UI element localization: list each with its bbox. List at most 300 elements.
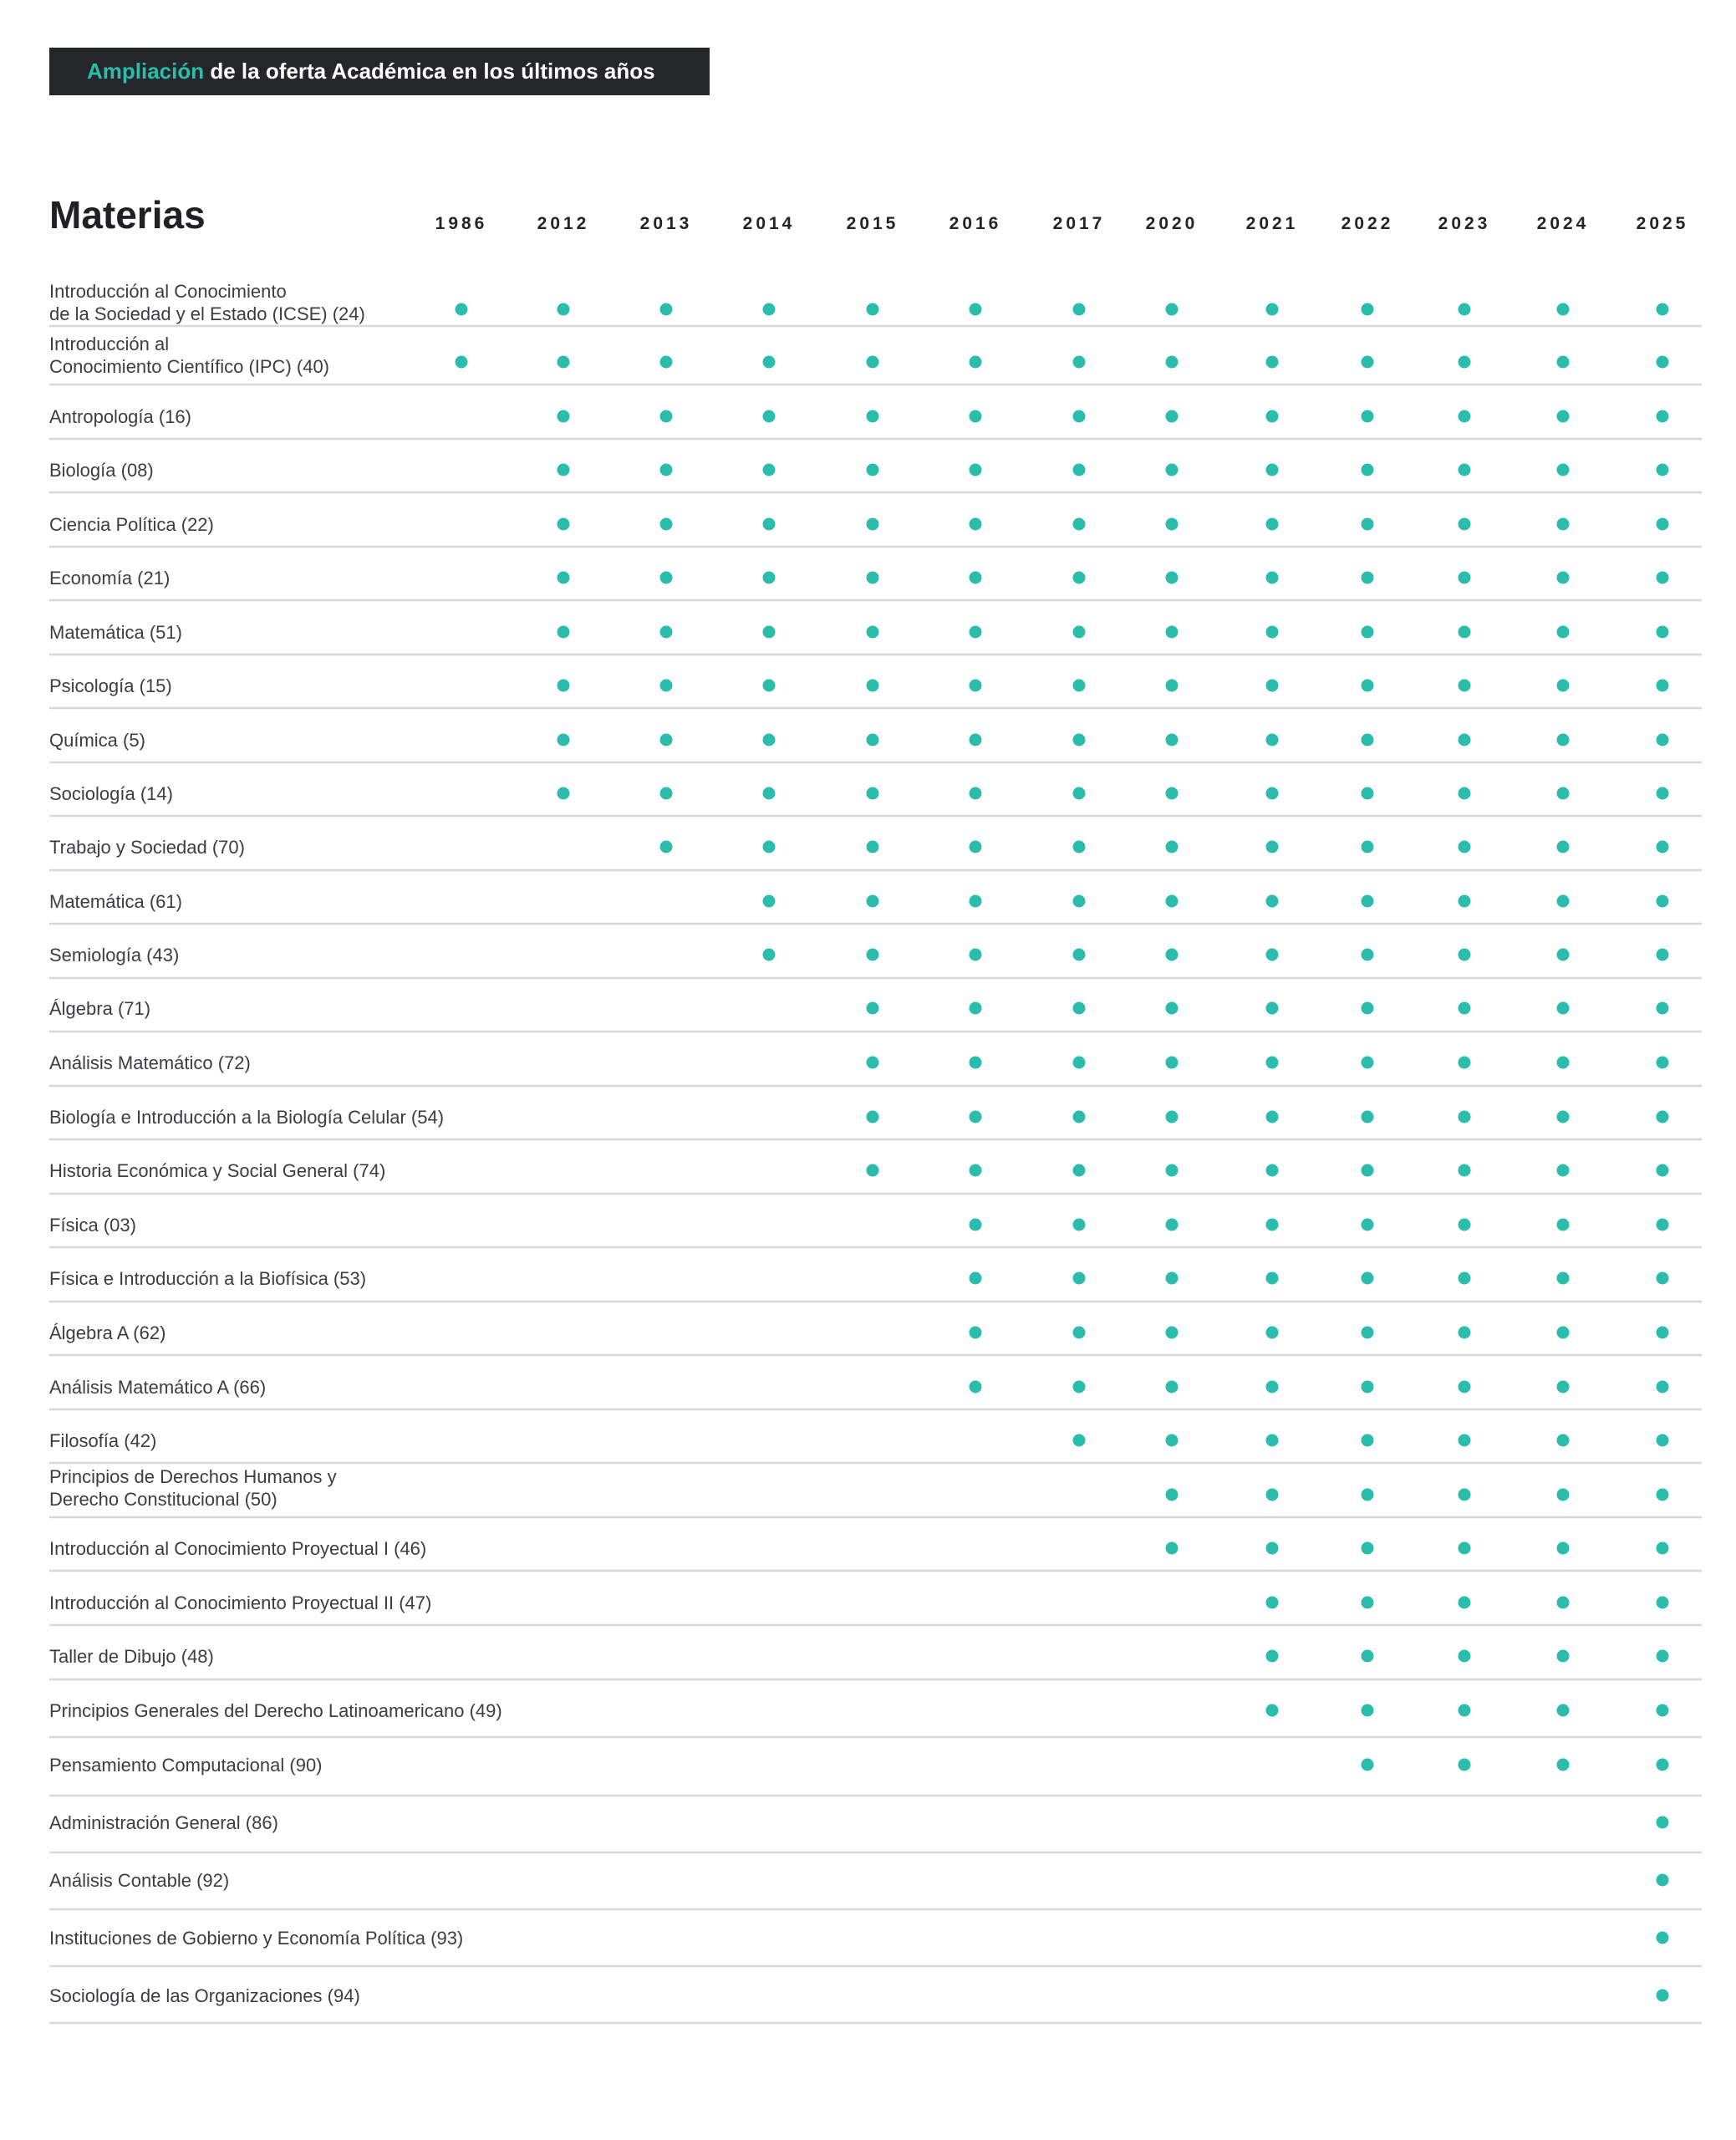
availability-dot-2023 xyxy=(1459,1164,1471,1177)
year-label-2023: 2023 xyxy=(1438,214,1491,233)
availability-dot-2025 xyxy=(1657,1650,1669,1663)
availability-dot-2013 xyxy=(660,410,673,423)
availability-dot-2017 xyxy=(1073,572,1086,584)
availability-dot-2024 xyxy=(1557,734,1570,746)
availability-dot-2024 xyxy=(1557,1057,1570,1069)
availability-dot-2025 xyxy=(1657,303,1669,316)
availability-dot-2021 xyxy=(1266,1650,1279,1663)
availability-dot-2016 xyxy=(970,1219,982,1231)
availability-dot-2021 xyxy=(1266,1597,1279,1609)
availability-dot-2012 xyxy=(557,518,570,531)
year-label-2013: 2013 xyxy=(639,214,693,233)
table-row xyxy=(49,1268,1702,1302)
availability-dot-2024 xyxy=(1557,1111,1570,1124)
year-label-2017: 2017 xyxy=(1052,214,1106,233)
availability-dot-2022 xyxy=(1362,1489,1374,1501)
availability-dot-2024 xyxy=(1557,1381,1570,1394)
availability-dot-2017 xyxy=(1073,410,1086,423)
availability-dot-2013 xyxy=(660,464,673,476)
availability-dot-2014 xyxy=(763,895,776,908)
row-label: Análisis Contable (92) xyxy=(49,1870,230,1891)
availability-dot-2024 xyxy=(1557,518,1570,531)
availability-dot-2021 xyxy=(1266,626,1279,639)
availability-dot-2022 xyxy=(1362,787,1374,800)
availability-dot-2016 xyxy=(970,1381,982,1394)
availability-dot-2014 xyxy=(763,841,776,853)
row-label: Biología (08) xyxy=(49,460,154,481)
availability-dot-2012 xyxy=(557,626,570,639)
row-label: de la Sociedad y el Estado (ICSE) (24) xyxy=(49,303,365,324)
availability-dot-2021 xyxy=(1266,1327,1279,1339)
availability-dot-2016 xyxy=(970,410,982,423)
row-label: Matemática (61) xyxy=(49,891,182,912)
availability-dot-2017 xyxy=(1073,303,1086,316)
year-label-2016: 2016 xyxy=(949,214,1002,233)
table-row xyxy=(49,891,1702,924)
table-row xyxy=(49,1430,1702,1463)
table-row xyxy=(49,334,1702,385)
availability-dot-2023 xyxy=(1459,1002,1471,1015)
availability-dot-2014 xyxy=(763,734,776,746)
availability-dot-2024 xyxy=(1557,949,1570,961)
availability-dot-2015 xyxy=(867,518,879,531)
availability-dot-2022 xyxy=(1362,1164,1374,1177)
year-label-2012: 2012 xyxy=(537,214,590,233)
availability-dot-2023 xyxy=(1459,1272,1471,1285)
availability-dot-2025 xyxy=(1657,1164,1669,1177)
availability-dot-2012 xyxy=(557,410,570,423)
table-row xyxy=(49,1107,1702,1139)
row-label: Conocimiento Científico (IPC) (40) xyxy=(49,356,330,377)
availability-dot-2013 xyxy=(660,787,673,800)
availability-dot-2025 xyxy=(1657,464,1669,476)
availability-dot-2024 xyxy=(1557,787,1570,800)
availability-dot-2015 xyxy=(867,626,879,639)
availability-dot-2016 xyxy=(970,841,982,853)
availability-dot-2025 xyxy=(1657,895,1669,908)
availability-dot-2021 xyxy=(1266,1164,1279,1177)
availability-dot-2016 xyxy=(970,949,982,961)
availability-dot-2015 xyxy=(867,303,879,316)
availability-dot-2024 xyxy=(1557,1219,1570,1231)
availability-dot-2012 xyxy=(557,680,570,692)
table-row xyxy=(49,1985,1702,2023)
availability-dot-2021 xyxy=(1266,1489,1279,1501)
availability-dot-2022 xyxy=(1362,464,1374,476)
availability-dot-2022 xyxy=(1362,949,1374,961)
availability-dot-2025 xyxy=(1657,518,1669,531)
availability-dot-2025 xyxy=(1657,787,1669,800)
availability-dot-2020 xyxy=(1166,464,1179,476)
availability-dot-2020 xyxy=(1166,410,1179,423)
year-label-2024: 2024 xyxy=(1536,214,1590,233)
availability-dot-2023 xyxy=(1459,1704,1471,1717)
availability-dot-2016 xyxy=(970,518,982,531)
row-label: Análisis Matemático (72) xyxy=(49,1052,251,1073)
availability-dot-2022 xyxy=(1362,1057,1374,1069)
availability-dot-2020 xyxy=(1166,303,1179,316)
availability-dot-2025 xyxy=(1657,949,1669,961)
availability-dot-2021 xyxy=(1266,680,1279,692)
availability-dot-2016 xyxy=(970,626,982,639)
table-row xyxy=(49,568,1702,600)
year-label-2022: 2022 xyxy=(1341,214,1394,233)
row-label: Principios Generales del Derecho Latinoamericano (49) xyxy=(49,1700,502,1721)
availability-dot-2023 xyxy=(1459,895,1471,908)
table-row xyxy=(49,1646,1702,1679)
availability-dot-2015 xyxy=(867,1164,879,1177)
availability-dot-2020 xyxy=(1166,949,1179,961)
availability-dot-2020 xyxy=(1166,1002,1179,1015)
availability-dot-2022 xyxy=(1362,572,1374,584)
availability-dot-2025 xyxy=(1657,572,1669,584)
table-row xyxy=(49,1928,1702,1966)
availability-dot-2023 xyxy=(1459,1489,1471,1501)
availability-dot-2015 xyxy=(867,410,879,423)
table-row xyxy=(49,1700,1702,1737)
availability-dot-2012 xyxy=(557,356,570,369)
availability-dot-2020 xyxy=(1166,895,1179,908)
year-label-2015: 2015 xyxy=(846,214,899,233)
availability-dot-2025 xyxy=(1657,1816,1669,1829)
availability-dot-2024 xyxy=(1557,356,1570,369)
availability-dot-2023 xyxy=(1459,518,1471,531)
year-label-2014: 2014 xyxy=(742,214,796,233)
availability-dot-2020 xyxy=(1166,1327,1179,1339)
availability-dot-2022 xyxy=(1362,1434,1374,1447)
availability-dot-2015 xyxy=(867,787,879,800)
availability-dot-2020 xyxy=(1166,1219,1179,1231)
availability-dot-2016 xyxy=(970,895,982,908)
table-row xyxy=(49,837,1702,870)
availability-dot-2024 xyxy=(1557,841,1570,853)
availability-dot-2025 xyxy=(1657,1219,1669,1231)
row-label: Álgebra A (62) xyxy=(49,1322,166,1343)
table-row xyxy=(49,1538,1702,1571)
availability-dot-2022 xyxy=(1362,1542,1374,1555)
table-row xyxy=(49,1592,1702,1625)
availability-dot-2023 xyxy=(1459,626,1471,639)
availability-dot-2020 xyxy=(1166,734,1179,746)
availability-dot-2022 xyxy=(1362,1272,1374,1285)
availability-dot-2025 xyxy=(1657,1381,1669,1394)
availability-dot-2023 xyxy=(1459,734,1471,746)
availability-dot-2022 xyxy=(1362,1597,1374,1609)
availability-dot-2014 xyxy=(763,949,776,961)
availability-dot-2012 xyxy=(557,734,570,746)
availability-dot-2023 xyxy=(1459,787,1471,800)
availability-dot-2014 xyxy=(763,626,776,639)
availability-dot-2021 xyxy=(1266,734,1279,746)
availability-dot-2025 xyxy=(1657,1002,1669,1015)
availability-dot-2024 xyxy=(1557,1434,1570,1447)
availability-dot-2024 xyxy=(1557,1650,1570,1663)
availability-dot-2013 xyxy=(660,734,673,746)
availability-dot-2021 xyxy=(1266,572,1279,584)
availability-dot-2023 xyxy=(1459,1650,1471,1663)
availability-dot-2024 xyxy=(1557,1489,1570,1501)
row-label: Derecho Constitucional (50) xyxy=(49,1489,277,1510)
availability-dot-2015 xyxy=(867,949,879,961)
availability-dot-2023 xyxy=(1459,1381,1471,1394)
availability-dot-2024 xyxy=(1557,1759,1570,1771)
availability-dot-2023 xyxy=(1459,949,1471,961)
availability-dot-2024 xyxy=(1557,1597,1570,1609)
availability-dot-2023 xyxy=(1459,1111,1471,1124)
availability-dot-2024 xyxy=(1557,1164,1570,1177)
row-label: Semiología (43) xyxy=(49,945,180,966)
availability-dot-2020 xyxy=(1166,1272,1179,1285)
table-row xyxy=(49,1870,1702,1909)
availability-dot-2020 xyxy=(1166,787,1179,800)
availability-dot-2022 xyxy=(1362,518,1374,531)
table-row xyxy=(49,675,1702,708)
availability-dot-2016 xyxy=(970,787,982,800)
table-row xyxy=(49,1160,1702,1194)
availability-dot-2021 xyxy=(1266,949,1279,961)
availability-dot-2017 xyxy=(1073,464,1086,476)
subject-rows xyxy=(49,281,1702,2023)
year-label-1986: 1986 xyxy=(435,214,488,233)
availability-dot-2020 xyxy=(1166,1164,1179,1177)
table-row xyxy=(49,1052,1702,1086)
availability-dot-2017 xyxy=(1073,680,1086,692)
availability-dot-2025 xyxy=(1657,1874,1669,1887)
availability-dot-2023 xyxy=(1459,356,1471,369)
availability-dot-2015 xyxy=(867,895,879,908)
availability-dot-2025 xyxy=(1657,1597,1669,1609)
table-row xyxy=(49,1377,1702,1409)
row-label: Introducción al xyxy=(49,334,170,354)
row-label: Matemática (51) xyxy=(49,622,182,643)
availability-dot-2014 xyxy=(763,680,776,692)
availability-dot-2012 xyxy=(557,572,570,584)
table-row xyxy=(49,730,1702,762)
availability-dot-2024 xyxy=(1557,464,1570,476)
table-row xyxy=(49,1755,1702,1796)
availability-dot-2021 xyxy=(1266,518,1279,531)
row-label: Trabajo y Sociedad (70) xyxy=(49,837,245,858)
availability-dot-2016 xyxy=(970,303,982,316)
availability-dot-2024 xyxy=(1557,1272,1570,1285)
availability-dot-2014 xyxy=(763,518,776,531)
availability-dot-2025 xyxy=(1657,680,1669,692)
availability-dot-2017 xyxy=(1073,787,1086,800)
availability-dot-2021 xyxy=(1266,895,1279,908)
availability-dot-2024 xyxy=(1557,1542,1570,1555)
availability-dot-1986 xyxy=(456,356,468,369)
row-header: Materias xyxy=(49,193,206,237)
availability-dot-2025 xyxy=(1657,734,1669,746)
table-row xyxy=(49,1322,1702,1355)
availability-dot-2024 xyxy=(1557,1704,1570,1717)
table-row xyxy=(49,783,1702,816)
availability-dot-2024 xyxy=(1557,680,1570,692)
availability-dot-2015 xyxy=(867,1002,879,1015)
availability-dot-2024 xyxy=(1557,895,1570,908)
availability-dot-2017 xyxy=(1073,949,1086,961)
availability-dot-2016 xyxy=(970,1272,982,1285)
availability-dot-2015 xyxy=(867,464,879,476)
availability-dot-2016 xyxy=(970,1111,982,1124)
availability-dot-2025 xyxy=(1657,1272,1669,1285)
availability-dot-2024 xyxy=(1557,303,1570,316)
availability-dot-2012 xyxy=(557,787,570,800)
availability-dot-2017 xyxy=(1073,1381,1086,1394)
row-label: Introducción al Conocimiento Proyectual II (47) xyxy=(49,1592,432,1613)
availability-dot-2012 xyxy=(557,303,570,316)
availability-dot-2014 xyxy=(763,356,776,369)
availability-dot-2022 xyxy=(1362,1002,1374,1015)
availability-dot-2022 xyxy=(1362,680,1374,692)
availability-dot-2025 xyxy=(1657,1704,1669,1717)
table-row xyxy=(49,998,1702,1032)
availability-dot-2021 xyxy=(1266,464,1279,476)
availability-dot-2023 xyxy=(1459,1597,1471,1609)
availability-dot-2022 xyxy=(1362,1381,1374,1394)
availability-dot-2024 xyxy=(1557,410,1570,423)
availability-dot-2013 xyxy=(660,518,673,531)
availability-dot-2015 xyxy=(867,572,879,584)
row-label: Historia Económica y Social General (74) xyxy=(49,1160,386,1181)
row-label: Física e Introducción a la Biofísica (53) xyxy=(49,1268,367,1289)
table-row xyxy=(49,406,1702,439)
availability-dot-2022 xyxy=(1362,895,1374,908)
availability-dot-2016 xyxy=(970,572,982,584)
table-row xyxy=(49,281,1702,326)
row-label: Economía (21) xyxy=(49,568,171,588)
row-label: Antropología (16) xyxy=(49,406,191,427)
availability-dot-2022 xyxy=(1362,1219,1374,1231)
availability-dot-2020 xyxy=(1166,356,1179,369)
availability-dot-2017 xyxy=(1073,1434,1086,1447)
availability-dot-2020 xyxy=(1166,518,1179,531)
availability-dot-2013 xyxy=(660,303,673,316)
availability-dot-2020 xyxy=(1166,841,1179,853)
availability-dot-2025 xyxy=(1657,356,1669,369)
availability-dot-2023 xyxy=(1459,572,1471,584)
availability-dot-2025 xyxy=(1657,1489,1669,1501)
availability-dot-2023 xyxy=(1459,1219,1471,1231)
row-label: Filosofía (42) xyxy=(49,1430,157,1451)
availability-dot-2022 xyxy=(1362,841,1374,853)
availability-dot-2021 xyxy=(1266,1111,1279,1124)
availability-dot-2017 xyxy=(1073,356,1086,369)
row-label: Ciencia Política (22) xyxy=(49,514,214,535)
availability-dot-2025 xyxy=(1657,626,1669,639)
availability-dot-2013 xyxy=(660,680,673,692)
availability-dot-2025 xyxy=(1657,1932,1669,1944)
availability-dot-2017 xyxy=(1073,1327,1086,1339)
availability-dot-2022 xyxy=(1362,1327,1374,1339)
availability-dot-2022 xyxy=(1362,303,1374,316)
availability-dot-2025 xyxy=(1657,1057,1669,1069)
availability-dot-2015 xyxy=(867,1111,879,1124)
availability-dot-2025 xyxy=(1657,1990,1669,2002)
year-label-2025: 2025 xyxy=(1636,214,1689,233)
availability-dot-2020 xyxy=(1166,1542,1179,1555)
availability-dot-2021 xyxy=(1266,1057,1279,1069)
year-columns xyxy=(435,214,1689,233)
availability-dot-2014 xyxy=(763,787,776,800)
row-label: Administración General (86) xyxy=(49,1812,278,1833)
title-rest: de la oferta Académica en los últimos años xyxy=(204,59,655,84)
availability-dot-2021 xyxy=(1266,1381,1279,1394)
row-label: Física (03) xyxy=(49,1215,136,1236)
row-label: Análisis Matemático A (66) xyxy=(49,1377,267,1398)
availability-dot-2016 xyxy=(970,1002,982,1015)
availability-dot-2020 xyxy=(1166,1111,1179,1124)
availability-dot-2021 xyxy=(1266,1542,1279,1555)
availability-dot-2021 xyxy=(1266,1434,1279,1447)
availability-dot-2022 xyxy=(1362,356,1374,369)
availability-dot-2023 xyxy=(1459,464,1471,476)
availability-dot-2022 xyxy=(1362,1759,1374,1771)
availability-dot-2017 xyxy=(1073,1272,1086,1285)
availability-dot-2023 xyxy=(1459,410,1471,423)
availability-dot-2020 xyxy=(1166,626,1179,639)
availability-dot-2015 xyxy=(867,356,879,369)
availability-dot-2013 xyxy=(660,626,673,639)
availability-dot-2016 xyxy=(970,1057,982,1069)
availability-dot-2014 xyxy=(763,572,776,584)
availability-dot-2017 xyxy=(1073,1219,1086,1231)
availability-dot-2023 xyxy=(1459,841,1471,853)
availability-dot-2023 xyxy=(1459,1057,1471,1069)
availability-dot-2024 xyxy=(1557,626,1570,639)
availability-dot-2014 xyxy=(763,410,776,423)
availability-dot-2014 xyxy=(763,303,776,316)
availability-dot-2021 xyxy=(1266,1002,1279,1015)
availability-dot-2012 xyxy=(557,464,570,476)
row-label: Álgebra (71) xyxy=(49,998,151,1019)
availability-dot-2017 xyxy=(1073,1002,1086,1015)
row-label: Pensamiento Computacional (90) xyxy=(49,1755,323,1776)
availability-dot-2015 xyxy=(867,1057,879,1069)
availability-dot-2021 xyxy=(1266,1272,1279,1285)
availability-dot-2016 xyxy=(970,1327,982,1339)
availability-dot-2016 xyxy=(970,464,982,476)
availability-dot-2020 xyxy=(1166,680,1179,692)
row-label: Principios de Derechos Humanos y xyxy=(49,1466,337,1487)
availability-dot-2023 xyxy=(1459,1327,1471,1339)
availability-dot-2022 xyxy=(1362,734,1374,746)
availability-dot-2021 xyxy=(1266,1219,1279,1231)
availability-dot-2020 xyxy=(1166,1434,1179,1447)
row-label: Química (5) xyxy=(49,730,145,751)
availability-dot-2022 xyxy=(1362,1704,1374,1717)
availability-dot-2022 xyxy=(1362,1111,1374,1124)
availability-dot-2023 xyxy=(1459,1759,1471,1771)
availability-dot-2023 xyxy=(1459,680,1471,692)
table-row xyxy=(49,622,1702,655)
availability-dot-2025 xyxy=(1657,841,1669,853)
availability-dot-2017 xyxy=(1073,1057,1086,1069)
availability-dot-2020 xyxy=(1166,572,1179,584)
availability-dot-2017 xyxy=(1073,1111,1086,1124)
availability-dot-2016 xyxy=(970,734,982,746)
availability-dot-2013 xyxy=(660,572,673,584)
availability-dot-2017 xyxy=(1073,1164,1086,1177)
availability-dot-2017 xyxy=(1073,626,1086,639)
availability-dot-2021 xyxy=(1266,1704,1279,1717)
availability-dot-2025 xyxy=(1657,1111,1669,1124)
availability-dot-2016 xyxy=(970,680,982,692)
availability-dot-2013 xyxy=(660,356,673,369)
availability-dot-2023 xyxy=(1459,303,1471,316)
availability-dot-2017 xyxy=(1073,841,1086,853)
row-label: Biología e Introducción a la Biología Celular (54) xyxy=(49,1107,445,1128)
